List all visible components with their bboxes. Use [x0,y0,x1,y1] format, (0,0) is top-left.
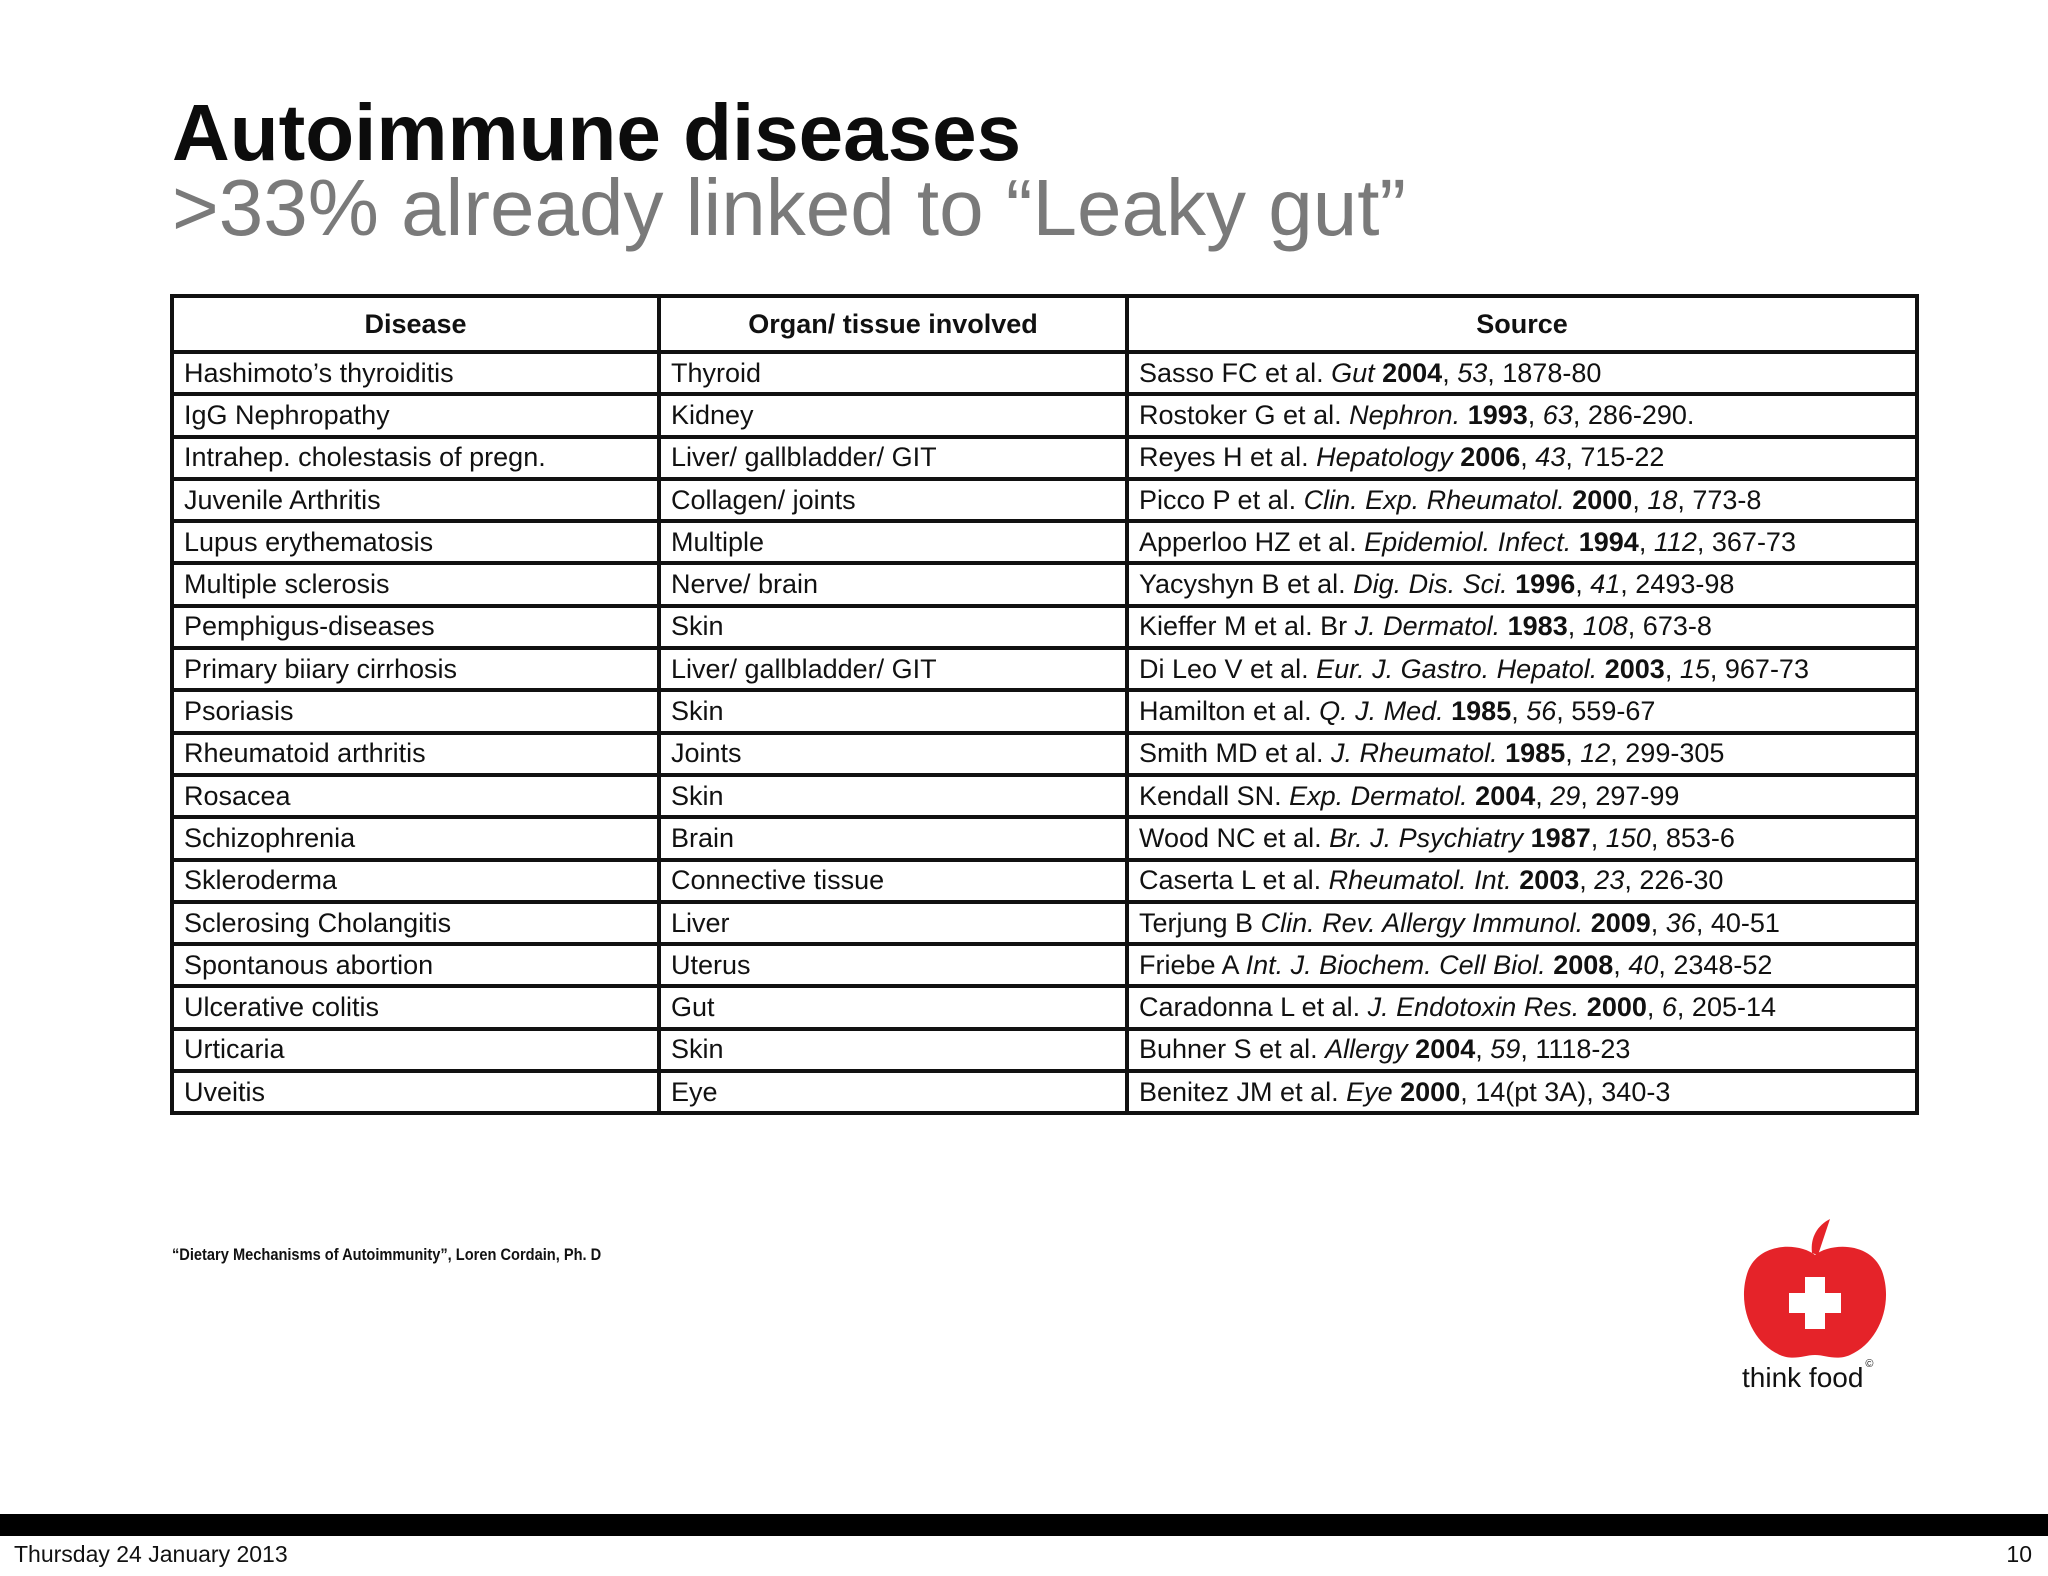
header-organ: Organ/ tissue involved [659,296,1127,352]
source-segment: Buhner S et al. [1139,1034,1326,1065]
slide-title: Autoimmune diseases [172,88,1022,177]
table-row [172,606,1917,648]
source-segment: Reyes H et al. [1139,442,1317,473]
disease-table [170,294,1919,1115]
organ-cell: Uterus [659,944,1127,986]
source-segment: 2008 [1553,949,1614,980]
table-body [172,352,1917,1113]
source-segment: 112 [1653,526,1697,557]
source-segment: Int. J. Biochem. Cell Biol. [1245,949,1546,980]
source-segment: 2009 [1590,907,1651,938]
table-row [172,902,1917,944]
source-segment: , [1638,526,1654,557]
source-cell [1127,563,1917,605]
source-segment: , 367-73 [1696,526,1796,557]
table-row [172,817,1917,859]
source-segment: , [1567,611,1583,642]
source-segment: , 1118-23 [1520,1034,1631,1065]
disease-cell: Primary biiary cirrhosis [172,648,659,690]
disease-cell: Uveitis [172,1071,659,1113]
source-segment: , 2348-52 [1658,949,1773,980]
table-row [172,437,1917,479]
source-segment: , 299-305 [1610,738,1725,769]
table-row [172,986,1917,1028]
source-segment: 6 [1661,992,1677,1023]
source-segment: 1985 [1451,696,1512,727]
source-segment [1571,527,1579,557]
source-segment: Wood NC et al. [1139,822,1330,853]
table-row [172,860,1917,902]
source-segment: Kendall SN. [1139,780,1290,811]
source-segment: Clin. Rev. Allergy Immunol. [1260,907,1584,938]
footer-date: Thursday 24 January 2013 [14,1541,288,1567]
footer-bar [0,1514,2048,1536]
slide-subtitle: >33% already linked to “Leaky gut” [172,163,1407,252]
header-source: Source [1127,296,1917,352]
disease-cell: IgG Nephropathy [172,394,659,436]
source-cell [1127,648,1917,690]
source-segment: Hamilton et al. [1139,696,1320,727]
source-segment: 15 [1679,653,1710,684]
source-segment: , 14(pt 3A), 340-3 [1460,1076,1671,1107]
table-row [172,648,1917,690]
source-segment: 29 [1550,780,1581,811]
table-row [172,733,1917,775]
source-segment: , 715-22 [1565,442,1665,473]
source-segment: J. Rheumatol. [1331,738,1498,769]
source-segment: , [1511,696,1527,727]
source-segment: Allergy [1325,1034,1408,1065]
source-segment: , [1590,822,1606,853]
table-row [172,479,1917,521]
source-segment: , [1520,442,1536,473]
source-segment: Epidemiol. Infect. [1364,526,1572,557]
source-segment: 2000 [1586,992,1647,1023]
organ-cell: Collagen/ joints [659,479,1127,521]
source-segment: 2004 [1382,357,1443,388]
disease-cell: Hashimoto’s thyroiditis [172,352,659,394]
source-segment: Picco P et al. [1139,484,1304,515]
source-segment: 2000 [1400,1076,1461,1107]
source-segment: 150 [1605,822,1651,853]
disease-cell: Sclerosing Cholangitis [172,902,659,944]
organ-cell: Gut [659,986,1127,1028]
organ-cell: Liver/ gallbladder/ GIT [659,437,1127,479]
source-segment: 1993 [1467,399,1528,430]
source-segment: 36 [1665,907,1696,938]
organ-cell: Kidney [659,394,1127,436]
source-segment: 1983 [1507,611,1568,642]
source-segment: , [1527,399,1543,430]
source-segment: Clin. Exp. Rheumatol. [1303,484,1565,515]
source-segment [1460,400,1468,430]
source-segment: , 286-290. [1572,399,1695,430]
disease-cell: Psoriasis [172,690,659,732]
source-segment: , [1442,357,1458,388]
organ-cell: Skin [659,606,1127,648]
disease-cell: Ulcerative colitis [172,986,659,1028]
source-segment: 12 [1580,738,1611,769]
source-segment: , 673-8 [1627,611,1712,642]
table-row [172,394,1917,436]
logo-text [1742,1358,1874,1394]
organ-cell: Multiple [659,521,1127,563]
source-cell [1127,352,1917,394]
source-segment: 41 [1590,569,1621,600]
source-segment: 59 [1490,1034,1521,1065]
source-segment: , [1579,865,1595,896]
source-segment: 56 [1526,696,1557,727]
source-segment: Nephron. [1349,399,1461,430]
logo-name: think food [1742,1362,1864,1393]
organ-cell: Brain [659,817,1127,859]
source-segment: , [1646,992,1662,1023]
source-segment: , [1475,1034,1491,1065]
table-row [172,775,1917,817]
source-segment: Exp. Dermatol. [1289,780,1468,811]
source-segment: Benitez JM et al. [1139,1076,1347,1107]
disease-cell: Rosacea [172,775,659,817]
source-segment: Eye [1346,1076,1393,1107]
source-segment: Friebe A [1139,949,1246,980]
source-segment: 108 [1582,611,1628,642]
source-segment: 2003 [1604,653,1665,684]
disease-cell: Juvenile Arthritis [172,479,659,521]
organ-cell: Connective tissue [659,860,1127,902]
source-cell [1127,479,1917,521]
table-row [172,521,1917,563]
citation-footnote: “Dietary Mechanisms of Autoimmunity”, Loren Cordain, Ph. D [172,1245,602,1264]
source-segment: , [1664,653,1680,684]
table-row [172,1029,1917,1071]
source-cell [1127,733,1917,775]
organ-cell: Skin [659,775,1127,817]
source-segment: , 2493-98 [1620,569,1735,600]
disease-cell: Skleroderma [172,860,659,902]
source-cell [1127,944,1917,986]
source-cell [1127,521,1917,563]
source-segment: Di Leo V et al. [1139,653,1317,684]
source-segment: , 40-51 [1695,907,1780,938]
source-segment: 2000 [1572,484,1633,515]
source-segment: 2004 [1475,780,1536,811]
source-segment: 63 [1542,399,1573,430]
source-cell [1127,817,1917,859]
source-segment [1583,908,1591,938]
organ-cell: Nerve/ brain [659,563,1127,605]
source-cell [1127,690,1917,732]
source-segment: , 297-99 [1580,780,1680,811]
source-segment: Eur. J. Gastro. Hepatol. [1316,653,1598,684]
organ-cell: Liver [659,902,1127,944]
copyright-mark: © [1865,1358,1874,1370]
organ-cell: Liver/ gallbladder/ GIT [659,648,1127,690]
source-segment: Sasso FC et al. [1139,357,1332,388]
organ-cell: Eye [659,1071,1127,1113]
source-segment: J. Endotoxin Res. [1367,992,1580,1023]
source-cell [1127,775,1917,817]
source-segment: Hepatology [1316,442,1453,473]
source-segment: , [1565,738,1581,769]
source-segment: Caserta L et al. [1139,865,1329,896]
source-segment: , 559-67 [1556,696,1656,727]
source-segment: 23 [1594,865,1625,896]
source-segment: 18 [1647,484,1678,515]
source-segment: 43 [1535,442,1566,473]
source-cell [1127,606,1917,648]
source-segment: Apperloo HZ et al. [1139,526,1365,557]
disease-cell: Lupus erythematosis [172,521,659,563]
source-segment: , [1650,907,1666,938]
source-segment: , 226-30 [1624,865,1724,896]
header-disease: Disease [172,296,659,352]
source-cell [1127,902,1917,944]
source-segment: Gut [1331,357,1375,388]
disease-cell: Rheumatoid arthritis [172,733,659,775]
source-segment: Kieffer M et al. Br [1139,611,1355,642]
disease-cell: Spontanous abortion [172,944,659,986]
table-row [172,1071,1917,1113]
source-cell [1127,986,1917,1028]
source-segment: 40 [1628,949,1659,980]
source-segment [1393,1077,1401,1107]
source-segment [1375,358,1383,388]
source-segment: , [1535,780,1551,811]
disease-cell: Pemphigus-diseases [172,606,659,648]
source-segment: Rheumatol. Int. [1328,865,1512,896]
source-segment [1498,738,1506,768]
source-segment: Yacyshyn B et al. [1139,569,1354,600]
table-row [172,944,1917,986]
source-cell [1127,394,1917,436]
source-cell [1127,860,1917,902]
organ-cell: Skin [659,1029,1127,1071]
disease-cell: Multiple sclerosis [172,563,659,605]
source-segment: 53 [1457,357,1488,388]
source-segment: 1996 [1515,569,1576,600]
table-header-row [172,296,1917,352]
table-row [172,563,1917,605]
source-segment: 2003 [1519,865,1580,896]
source-segment: , 967-73 [1709,653,1809,684]
source-segment: Caradonna L et al. [1139,992,1368,1023]
source-segment: , [1632,484,1648,515]
organ-cell: Joints [659,733,1127,775]
source-segment: 2004 [1415,1034,1476,1065]
source-cell [1127,1029,1917,1071]
source-segment [1597,654,1605,684]
source-segment: 1994 [1578,526,1639,557]
source-segment: , [1613,949,1629,980]
source-segment: J. Dermatol. [1354,611,1501,642]
source-segment: 1985 [1505,738,1566,769]
source-cell [1127,437,1917,479]
organ-cell: Skin [659,690,1127,732]
page-number: 10 [2006,1541,2032,1567]
disease-cell: Intrahep. cholestasis of pregn. [172,437,659,479]
source-segment: , [1575,569,1591,600]
source-segment [1500,611,1508,641]
source-cell [1127,1071,1917,1113]
source-segment: 1987 [1530,822,1591,853]
source-segment: , 205-14 [1676,992,1776,1023]
organ-cell: Thyroid [659,352,1127,394]
source-segment: , 853-6 [1650,822,1735,853]
source-segment: Br. J. Psychiatry [1329,822,1524,853]
source-segment [1523,823,1531,853]
table-row [172,690,1917,732]
disease-cell: Urticaria [172,1029,659,1071]
source-segment: Terjung B [1139,907,1261,938]
source-segment: , 1878-80 [1487,357,1602,388]
source-segment: Rostoker G et al. [1139,399,1350,430]
source-segment: Smith MD et al. [1139,738,1332,769]
table-row [172,352,1917,394]
disease-cell: Schizophrenia [172,817,659,859]
source-segment: , 773-8 [1677,484,1762,515]
source-segment [1579,992,1587,1022]
source-segment: Q. J. Med. [1319,696,1444,727]
source-segment: Dig. Dis. Sci. [1353,569,1508,600]
source-segment [1444,696,1452,726]
source-segment: 2006 [1460,442,1521,473]
